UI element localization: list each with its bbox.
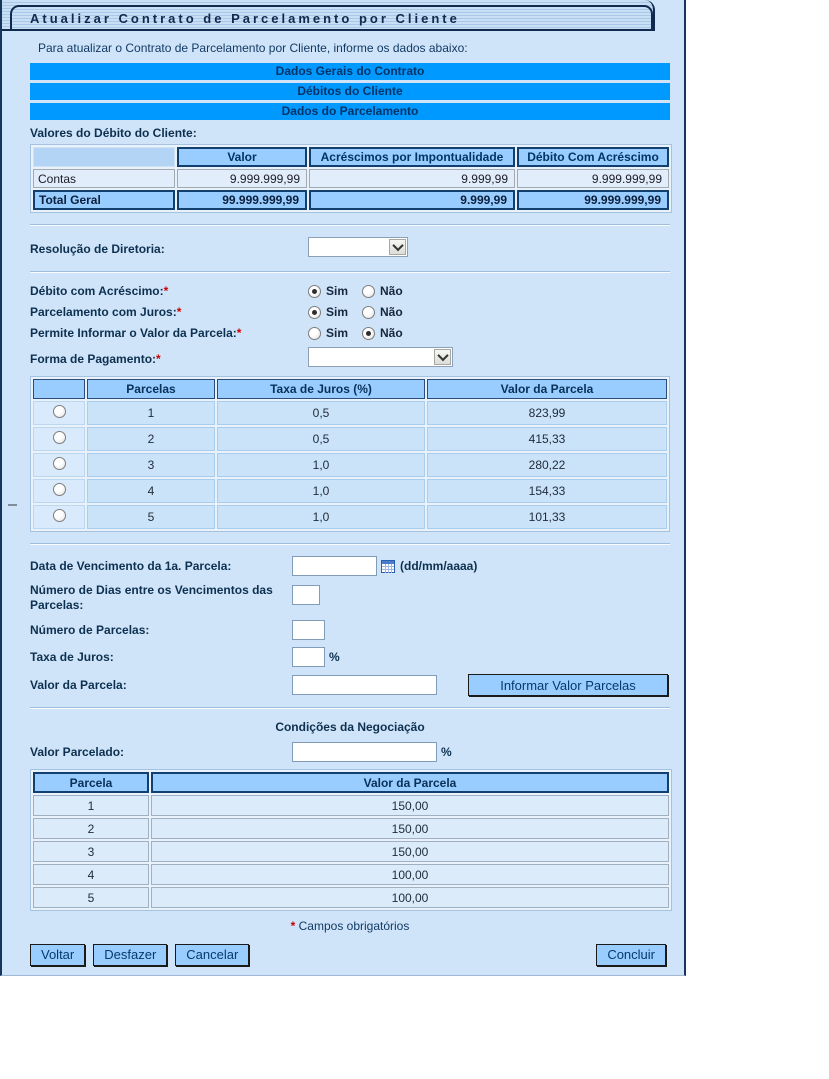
table-header-row <box>33 379 667 399</box>
parcela-cell: 3 <box>33 841 149 862</box>
column-header: Parcelas <box>87 379 215 399</box>
taxa-cell: 1,0 <box>217 479 425 503</box>
radio-sim-label: Sim <box>326 284 349 298</box>
date-format-hint: (dd/mm/aaaa) <box>400 559 478 573</box>
num-dias-input[interactable] <box>292 585 320 605</box>
valor-cell: 150,00 <box>151 795 669 816</box>
option-label <box>30 284 292 298</box>
parcela-radio[interactable] <box>53 483 66 496</box>
parcela-radio[interactable] <box>53 431 66 444</box>
parcela-cell: 1 <box>33 795 149 816</box>
column-header <box>33 147 175 167</box>
valor-cell: 100,00 <box>151 887 669 908</box>
informar-valor-parcelas-button[interactable]: Informar Valor Parcelas <box>468 674 668 696</box>
radio-nao-label: Não <box>380 326 403 340</box>
radio-group <box>308 326 417 340</box>
taxa-cell: 0,5 <box>217 427 425 451</box>
chevron-down-icon[interactable] <box>434 349 451 365</box>
section-bar-dados-gerais[interactable]: Dados Gerais do Contrato <box>30 63 670 80</box>
resolucao-select[interactable] <box>308 237 408 257</box>
desfazer-button[interactable]: Desfazer <box>93 944 167 966</box>
negociacao-row <box>33 818 669 839</box>
radio-cell <box>33 401 85 425</box>
taxa-juros-label: Taxa de Juros: <box>30 650 114 664</box>
separator <box>30 224 670 226</box>
radio-sim-label: Sim <box>326 305 349 319</box>
valor-cell: 150,00 <box>151 841 669 862</box>
percent-suffix: % <box>441 745 452 759</box>
data-vencimento-input[interactable] <box>292 556 377 576</box>
radio-nao[interactable] <box>362 306 375 319</box>
option-label-text: Débito com Acréscimo: <box>30 284 164 298</box>
radio-cell <box>33 479 85 503</box>
valor-parcelado-label: Valor Parcelado: <box>30 745 125 759</box>
taxa-juros-input[interactable] <box>292 647 325 667</box>
option-label-text: Parcelamento com Juros: <box>30 305 177 319</box>
radio-sim[interactable] <box>308 285 321 298</box>
debit-table-label: Valores do Débito do Cliente: <box>30 126 197 140</box>
cancelar-button[interactable]: Cancelar <box>175 944 249 966</box>
row-label: Contas <box>33 169 175 188</box>
table-row <box>33 190 669 210</box>
taxa-cell: 1,0 <box>217 505 425 529</box>
separator <box>30 271 670 273</box>
parcela-cell: 5 <box>33 887 149 908</box>
radio-cell <box>33 427 85 451</box>
column-header: Parcela <box>33 772 149 793</box>
valor-parcela-label: Valor da Parcela: <box>30 678 127 692</box>
radio-nao[interactable] <box>362 327 375 340</box>
valor-cell: 100,00 <box>151 864 669 885</box>
debito-cell: 9.999.999,99 <box>517 169 669 188</box>
num-dias-label: Número de Dias entre os Vencimentos das Parcelas: <box>30 583 273 612</box>
parcela-option-row <box>33 401 667 425</box>
radio-group <box>308 305 417 319</box>
required-asterisk: * <box>163 284 169 298</box>
column-header <box>33 379 85 399</box>
resize-dash <box>8 504 17 506</box>
column-header: Valor da Parcela <box>151 772 669 793</box>
valor-cell: 415,33 <box>427 427 667 451</box>
table-header-row <box>33 147 669 167</box>
debito-cell: 99.999.999,99 <box>517 190 669 210</box>
debit-values-table <box>30 144 672 213</box>
radio-sim[interactable] <box>308 327 321 340</box>
negociacao-row <box>33 795 669 816</box>
column-header: Acréscimos por Impontualidade <box>309 147 515 167</box>
valor-cell: 823,99 <box>427 401 667 425</box>
resolucao-label: Resolução de Diretoria: <box>30 241 165 256</box>
radio-cell <box>33 453 85 477</box>
option-row <box>30 326 670 340</box>
radio-sim[interactable] <box>308 306 321 319</box>
parcela-option-row <box>33 453 667 477</box>
negociacao-row <box>33 887 669 908</box>
required-asterisk: * <box>176 305 182 319</box>
button-bar <box>2 944 684 966</box>
column-header: Valor da Parcela <box>427 379 667 399</box>
parcela-radio[interactable] <box>53 405 66 418</box>
parcela-cell: 4 <box>87 479 215 503</box>
valor-parcela-input[interactable] <box>292 675 437 695</box>
parcela-cell: 2 <box>87 427 215 451</box>
parcelas-options-table <box>30 376 670 532</box>
parcela-cell: 3 <box>87 453 215 477</box>
option-label-text: Permite Informar o Valor da Parcela: <box>30 326 237 340</box>
radio-nao-label: Não <box>380 305 403 319</box>
valor-cell: 99.999.999,99 <box>177 190 307 210</box>
valor-cell: 9.999.999,99 <box>177 169 307 188</box>
table-row <box>33 169 669 188</box>
radio-nao-label: Não <box>380 284 403 298</box>
taxa-cell: 1,0 <box>217 453 425 477</box>
radio-group <box>308 284 417 298</box>
radio-sim-label: Sim <box>326 326 349 340</box>
parcela-option-row <box>33 479 667 503</box>
required-asterisk: * <box>236 326 242 340</box>
title-bar <box>2 0 655 31</box>
parcela-radio[interactable] <box>53 509 66 522</box>
acrescimos-cell: 9.999,99 <box>309 190 515 210</box>
valor-cell: 101,33 <box>427 505 667 529</box>
valor-cell: 154,33 <box>427 479 667 503</box>
page-title: Atualizar Contrato de Parcelamento por Cliente <box>10 5 653 29</box>
num-parcelas-label: Número de Parcelas: <box>30 623 150 637</box>
negociacao-table <box>30 769 672 911</box>
concluir-button[interactable]: Concluir <box>596 944 666 966</box>
required-note: * Campos obrigatórios <box>290 919 410 933</box>
negociacao-row <box>33 864 669 885</box>
num-parcelas-input[interactable] <box>292 620 325 640</box>
row-label: Total Geral <box>33 190 175 210</box>
negociacao-title: Condições da Negociação <box>275 720 425 734</box>
taxa-cell: 0,5 <box>217 401 425 425</box>
parcela-cell: 5 <box>87 505 215 529</box>
separator <box>30 543 670 545</box>
option-row <box>30 305 670 319</box>
radio-cell <box>33 505 85 529</box>
separator <box>30 707 670 709</box>
option-label <box>30 326 292 340</box>
column-header: Taxa de Juros (%) <box>217 379 425 399</box>
percent-suffix: % <box>329 650 340 664</box>
intro-text: Para atualizar o Contrato de Parcelamento por Cliente, informe os dados abaixo: <box>38 41 468 55</box>
forma-pagamento-label: Forma de Pagamento:* <box>30 351 161 366</box>
option-row <box>30 284 670 298</box>
calendar-icon[interactable] <box>381 560 395 573</box>
parcela-cell: 2 <box>33 818 149 839</box>
data-vencimento-label: Data de Vencimento da 1a. Parcela: <box>30 559 232 573</box>
valor-cell: 280,22 <box>427 453 667 477</box>
acrescimos-cell: 9.999,99 <box>309 169 515 188</box>
option-label <box>30 305 292 319</box>
table-header-row <box>33 772 669 793</box>
voltar-button[interactable]: Voltar <box>30 944 85 966</box>
column-header: Débito Com Acréscimo <box>517 147 669 167</box>
column-header: Valor <box>177 147 307 167</box>
parcela-cell: 1 <box>87 401 215 425</box>
parcela-option-row <box>33 427 667 451</box>
parcela-option-row <box>33 505 667 529</box>
forma-pagamento-select[interactable] <box>308 347 453 367</box>
radio-nao[interactable] <box>362 285 375 298</box>
section-bar-dados-parcelamento[interactable]: Dados do Parcelamento <box>30 103 670 120</box>
valor-cell: 150,00 <box>151 818 669 839</box>
section-bar-debitos-cliente[interactable]: Débitos do Cliente <box>30 83 670 100</box>
chevron-down-icon[interactable] <box>389 239 406 255</box>
valor-parcelado-input[interactable] <box>292 742 437 762</box>
parcela-radio[interactable] <box>53 457 66 470</box>
negociacao-row <box>33 841 669 862</box>
parcela-cell: 4 <box>33 864 149 885</box>
